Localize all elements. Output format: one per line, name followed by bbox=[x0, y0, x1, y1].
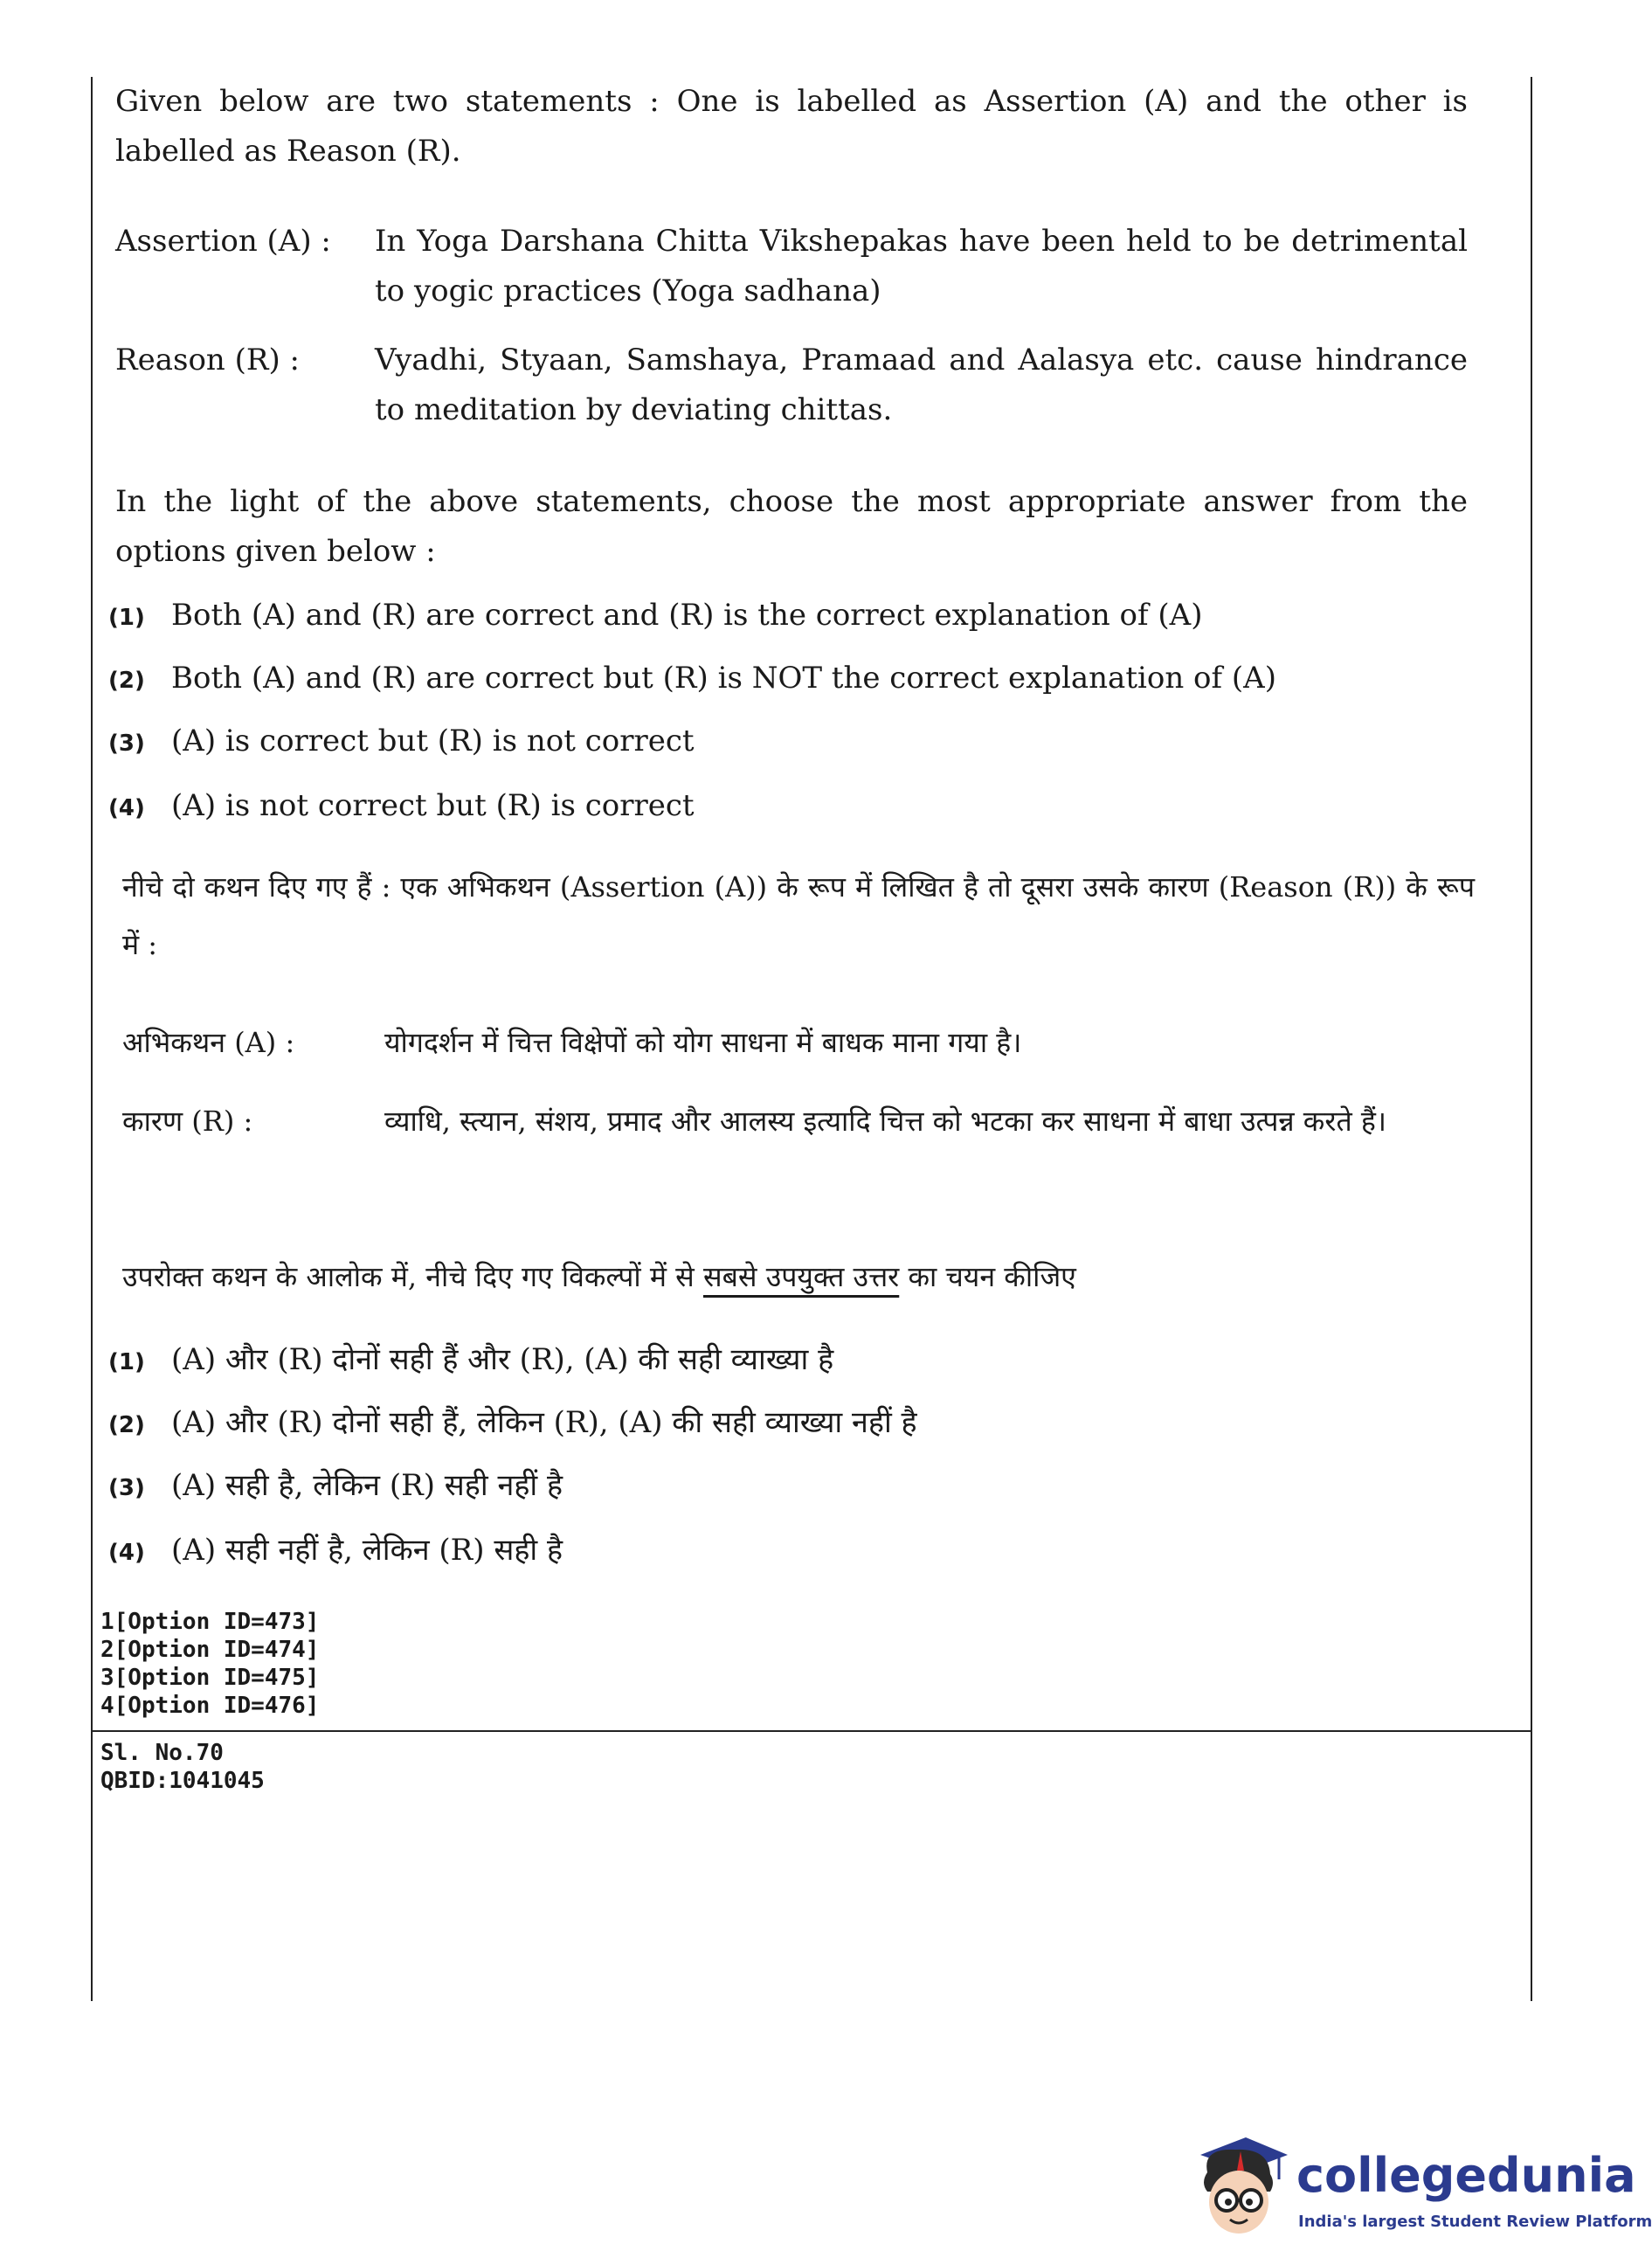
instruction-underlined-hi: सबसे उपयुक्त उत्तर bbox=[702, 1260, 900, 1293]
option-3-hi bbox=[108, 1465, 563, 1509]
option-number: (1) bbox=[108, 1349, 145, 1375]
option-1-en bbox=[108, 594, 1202, 639]
question-instruction-hi bbox=[122, 1248, 1475, 1306]
brand-tagline: India's largest Student Review Platform bbox=[1298, 2213, 1652, 2231]
question-divider bbox=[91, 1730, 1532, 1732]
instruction-pre-hi: उपरोक्त कथन के आलोक में, नीचे दिए गए विकल्पों में से bbox=[122, 1260, 703, 1293]
assertion-label-hi: अभिकथन (A) : bbox=[122, 1026, 295, 1059]
qbid: QBID:1041045 bbox=[100, 1768, 265, 1794]
option-3-en bbox=[108, 720, 695, 765]
reason-text-hi: व्याधि, स्त्यान, संशय, प्रमाद और आलस्य इत्यादि चित्त को भटका कर साधना में बाधा उत्पन्न करते हैं। bbox=[384, 1105, 1386, 1138]
option-id-3: 3[Option ID=475] bbox=[100, 1665, 320, 1691]
option-number: (3) bbox=[108, 1475, 145, 1501]
option-4-hi bbox=[108, 1529, 563, 1574]
question-instruction-en: In the light of the above statements, choose the most appropriate answer from the options given below : bbox=[115, 484, 1468, 569]
next-question-header bbox=[100, 1739, 265, 1795]
assertion-label-en: Assertion (A) : bbox=[115, 224, 331, 259]
reason-label-hi: कारण (R) : bbox=[122, 1105, 253, 1138]
option-number: (2) bbox=[108, 668, 145, 694]
option-id-2: 2[Option ID=474] bbox=[100, 1637, 320, 1663]
option-text: (A) is not correct but (R) is correct bbox=[171, 788, 695, 823]
option-number: (2) bbox=[108, 1412, 145, 1438]
option-number: (4) bbox=[108, 1540, 145, 1566]
assertion-text-en: In Yoga Darshana Chitta Vikshepakas have been held to be detrimental to yogic practices (Yoga sadhana) bbox=[375, 224, 1468, 308]
option-number: (3) bbox=[108, 731, 145, 757]
frame-left-border bbox=[91, 77, 93, 2001]
option-text: Both (A) and (R) are correct but (R) is NOT the correct explanation of (A) bbox=[171, 661, 1276, 696]
brand-name: collegedunia bbox=[1296, 2148, 1636, 2203]
option-number: (1) bbox=[108, 605, 145, 631]
mascot-icon bbox=[1192, 2130, 1288, 2246]
question-intro-hi: नीचे दो कथन दिए गए हैं : एक अभिकथन (Assertion (A)) के रूप में लिखित है तो दूसरा उसके कारण (Reason (R)) के रूप में : bbox=[122, 870, 1475, 961]
option-2-hi bbox=[108, 1402, 917, 1446]
option-text: (A) और (R) दोनों सही हैं, लेकिन (R), (A) की सही व्याख्या नहीं है bbox=[171, 1405, 917, 1440]
reason-text-en: Vyadhi, Styaan, Samshaya, Pramaad and Aalasya etc. cause hindrance to meditation by deviating chittas. bbox=[375, 343, 1468, 427]
question-intro-en: Given below are two statements : One is labelled as Assertion (A) and the other is labelled as Reason (R). bbox=[115, 84, 1468, 169]
serial-number: Sl. No.70 bbox=[100, 1740, 224, 1766]
option-2-en bbox=[108, 657, 1276, 702]
assertion-text-hi: योगदर्शन में चित्त विक्षेपों को योग साधना में बाधक माना गया है। bbox=[384, 1026, 1022, 1059]
option-text: (A) सही है, लेकिन (R) सही नहीं है bbox=[171, 1468, 563, 1503]
option-id-1: 1[Option ID=473] bbox=[100, 1609, 320, 1635]
option-text: Both (A) and (R) are correct and (R) is the correct explanation of (A) bbox=[171, 598, 1203, 633]
instruction-post-hi: का चयन कीजिए bbox=[899, 1260, 1076, 1293]
frame-right-border bbox=[1531, 77, 1532, 2001]
option-1-hi bbox=[108, 1339, 833, 1383]
reason-label-en: Reason (R) : bbox=[115, 343, 301, 377]
option-id-4: 4[Option ID=476] bbox=[100, 1693, 320, 1719]
option-text: (A) और (R) दोनों सही हैं और (R), (A) की सही व्याख्या है bbox=[171, 1342, 834, 1377]
option-text: (A) सही नहीं है, लेकिन (R) सही है bbox=[171, 1533, 563, 1568]
option-id-list bbox=[100, 1608, 319, 1720]
option-number: (4) bbox=[108, 795, 145, 821]
option-text: (A) is correct but (R) is not correct bbox=[171, 724, 695, 758]
collegedunia-logo bbox=[1192, 2130, 1652, 2246]
option-4-en bbox=[108, 785, 695, 829]
